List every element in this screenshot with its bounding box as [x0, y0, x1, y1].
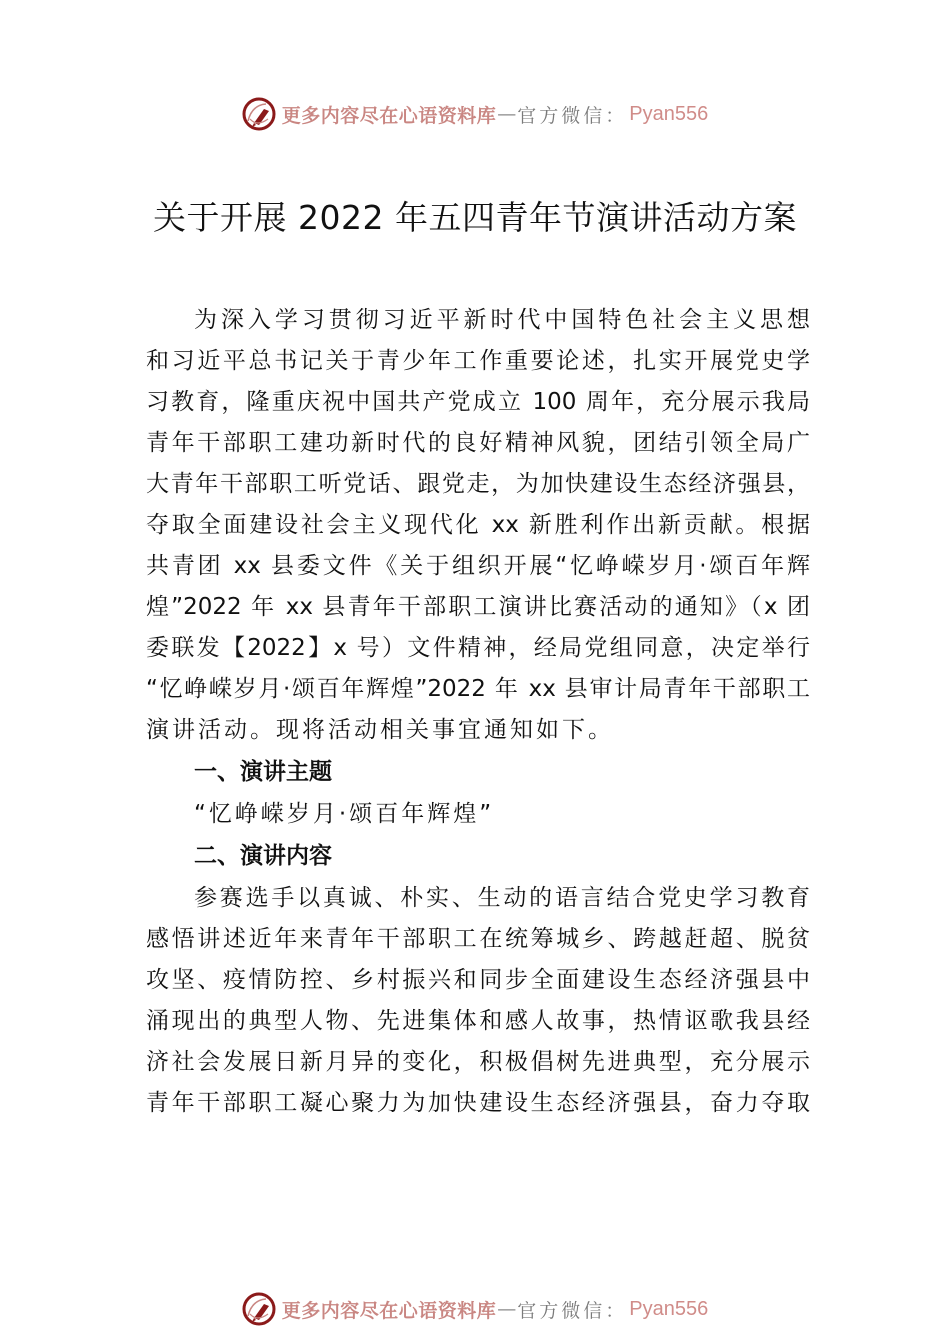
paragraph-line: 煌”2022 年 xx 县青年干部职工演讲比赛活动的通知》（x 团	[146, 594, 810, 620]
paragraph-line: 为深入学习贯彻习近平新时代中国特色社会主义思想	[194, 307, 810, 333]
banner-dash: —	[497, 103, 517, 125]
document-body	[146, 300, 810, 1124]
section-heading-theme: 一、演讲主题	[194, 759, 332, 785]
content-paragraph	[146, 878, 810, 1124]
banner-brand-text: 更多内容尽在心语资料库	[281, 104, 497, 127]
theme-text: “忆峥嵘岁月·颂百年辉煌”	[194, 801, 495, 827]
paragraph-line: 共青团 xx 县委文件《关于组织开展“忆峥嵘岁月·颂百年辉	[146, 553, 810, 579]
header-banner	[0, 92, 950, 136]
paragraph-line: 参赛选手以真诚、朴实、生动的语言结合党史学习教育	[194, 885, 810, 911]
banner-wechat-handle: Pyan556	[629, 102, 709, 125]
intro-paragraph	[146, 300, 810, 751]
paragraph-line: 演讲活动。现将活动相关事宜通知如下。	[146, 717, 614, 743]
section-heading-content: 二、演讲内容	[194, 843, 332, 869]
banner-wechat-label: 官方微信：	[517, 1299, 628, 1322]
paragraph-line: 和习近平总书记关于青少年工作重要论述，扎实开展党史学	[146, 348, 810, 374]
pen-logo-icon	[242, 97, 276, 131]
paragraph-line: 济社会发展日新月异的变化，积极倡树先进典型，充分展示	[146, 1049, 810, 1075]
paragraph-line: 青年干部职工凝心聚力为加快建设生态经济强县，奋力夺取	[146, 1090, 810, 1116]
banner-dash: —	[497, 1298, 517, 1320]
paragraph-line: “忆峥嵘岁月·颂百年辉煌”2022 年 xx 县审计局青年干部职工	[146, 676, 810, 702]
paragraph-line: 感悟讲述近年来青年干部职工在统筹城乡、跨越赶超、脱贫	[146, 926, 810, 952]
banner-wechat-handle: Pyan556	[629, 1297, 709, 1320]
paragraph-line: 大青年干部职工听党话、跟党走，为加快建设生态经济强县，	[146, 471, 810, 497]
pen-logo-icon	[242, 1292, 276, 1326]
paragraph-line: 攻坚、疫情防控、乡村振兴和同步全面建设生态经济强县中	[146, 967, 810, 993]
paragraph-line: 青年干部职工建功新时代的良好精神风貌，团结引领全局广	[146, 430, 810, 456]
banner-brand-text: 更多内容尽在心语资料库	[281, 1299, 497, 1322]
paragraph-line: 委联发【2022】x 号）文件精神，经局党组同意，决定举行	[146, 635, 810, 661]
paragraph-line: 习教育，隆重庆祝中国共产党成立 100 周年，充分展示我局	[146, 389, 810, 415]
paragraph-line: 涌现出的典型人物、先进集体和感人故事，热情讴歌我县经	[146, 1008, 810, 1034]
document-title: 关于开展 2022 年五四青年节演讲活动方案	[153, 198, 797, 237]
paragraph-line: 夺取全面建设社会主义现代化 xx 新胜利作出新贡献。根据	[146, 512, 810, 538]
footer-banner	[0, 1287, 950, 1331]
banner-wechat-label: 官方微信：	[517, 104, 628, 127]
